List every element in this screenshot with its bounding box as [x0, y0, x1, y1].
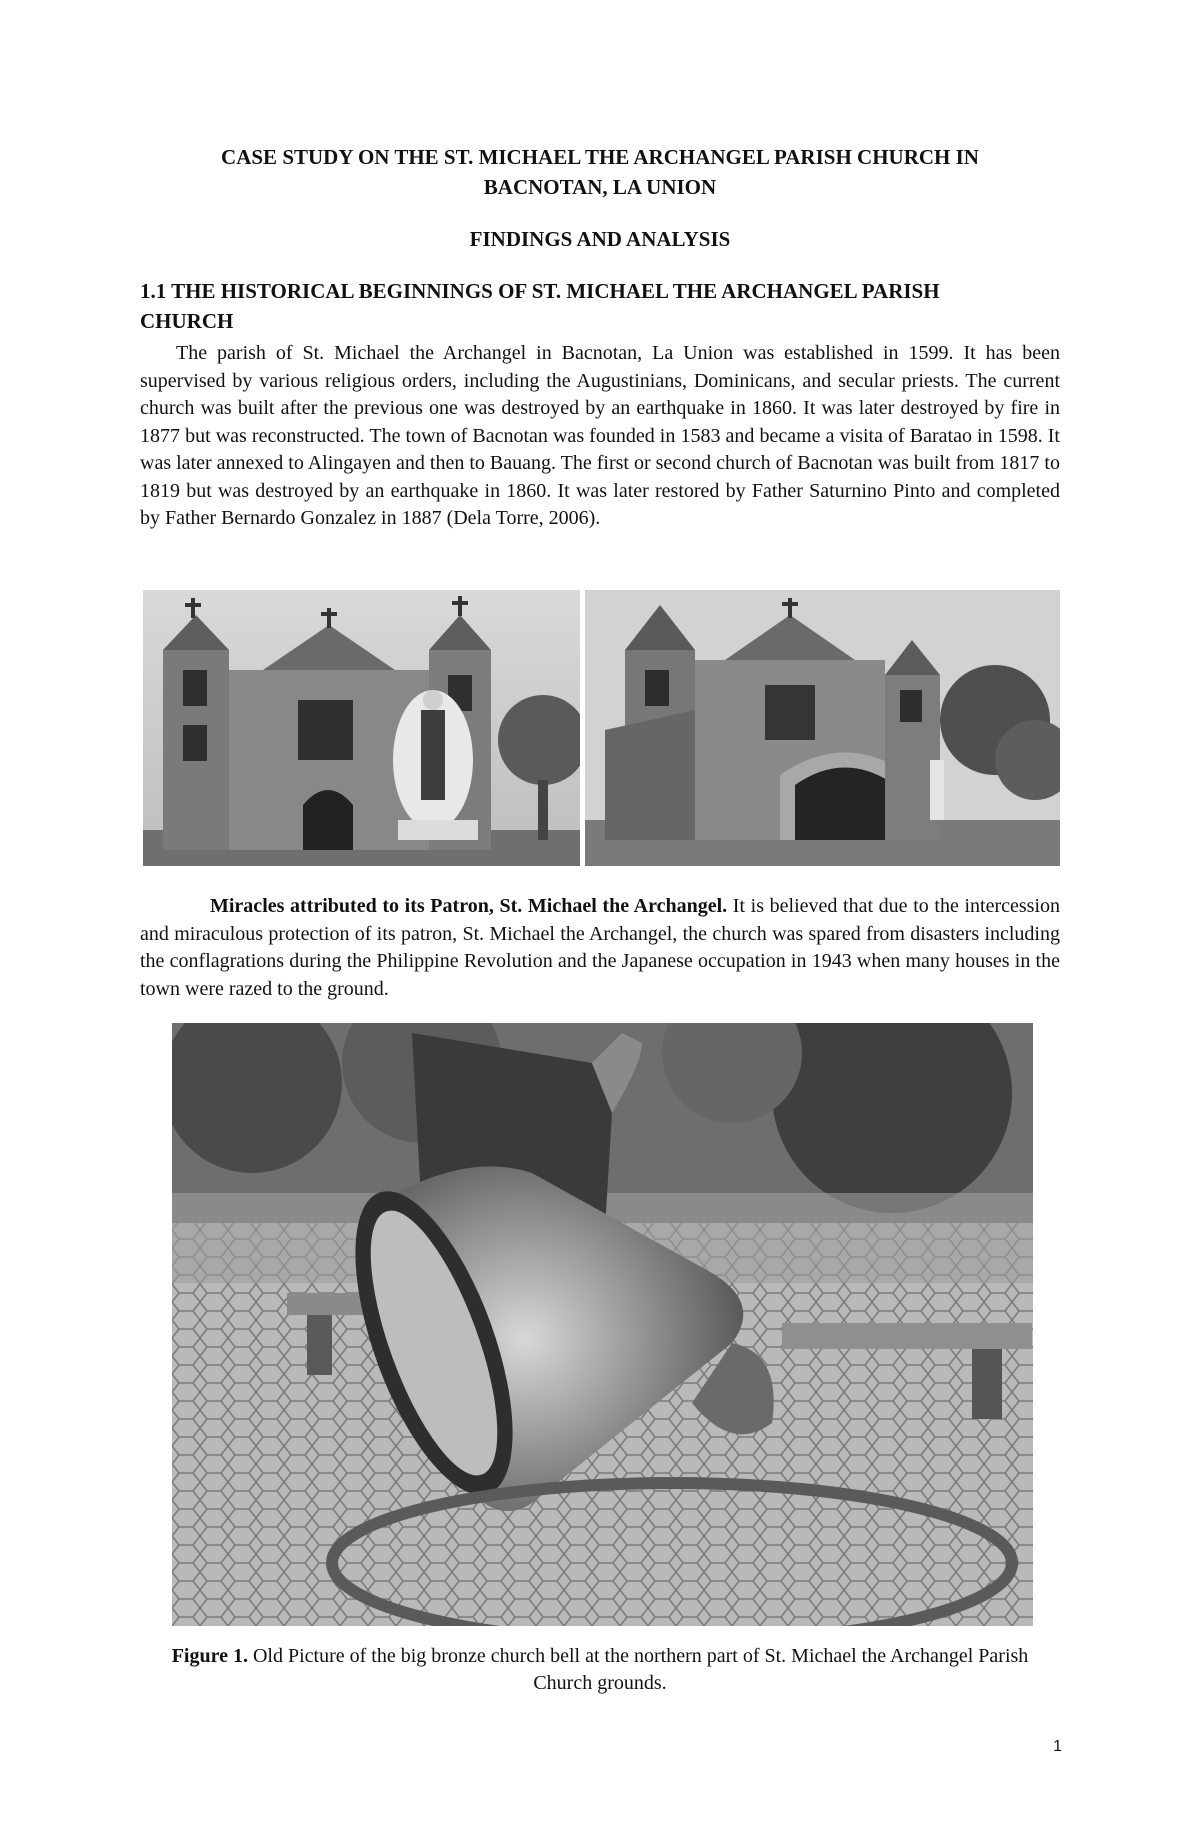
- history-paragraph-text: The parish of St. Michael the Archangel in Bacnotan, La Union was established in 1599. It has been supervised by various religious orders, including the Augustinians, Dominicans, and secular priests. The current church was built after the previous one was destroyed by an earthquake in 1860. It was later destroyed by fire in 1877 but was reconstructed. The town of Bacnotan was founded in 1583 and became a visita of Baratao in 1598. It was later annexed to Alingayen and then to Bauang. The first or second church of Bacnotan was built from 1817 to 1819 but was destroyed by an earthquake in 1860. It was later restored by Father Saturnino Pinto and completed by Father Bernardo Gonzalez in 1887 (Dela Torre, 2006).: [140, 342, 1060, 529]
- title-line-2: BACNOTAN, LA UNION: [483, 175, 717, 199]
- church-facade-photo: [143, 590, 580, 866]
- church-side-photo: [585, 590, 1060, 866]
- document-title: [140, 142, 1060, 202]
- subsection-heading-line-1: 1.1 THE HISTORICAL BEGINNINGS OF ST. MICHAEL THE ARCHANGEL PARISH: [140, 279, 940, 303]
- figure-caption-text: Old Picture of the big bronze church bell at the northern part of St. Michael the Archangel Parish Church grounds.: [247, 1645, 1029, 1694]
- figure-label: Figure 1.: [171, 1645, 248, 1667]
- miracles-lead: Miracles attributed to its Patron, St. Michael the Archangel.: [210, 895, 728, 917]
- figure-caption: [140, 1643, 1060, 1697]
- section-title: FINDINGS AND ANALYSIS: [469, 227, 731, 251]
- subsection-heading: [140, 276, 1060, 336]
- church-bell-photo: [172, 1023, 1033, 1626]
- subsection-heading-line-2: CHURCH: [140, 309, 234, 333]
- title-line-1: CASE STUDY ON THE ST. MICHAEL THE ARCHANGEL PARISH CHURCH IN: [221, 145, 979, 169]
- history-paragraph: [140, 340, 1060, 533]
- page-number: 1: [1053, 1738, 1062, 1755]
- miracles-paragraph: [140, 893, 1060, 1003]
- miracles-text: It is believed that due to the intercession and miraculous protection of its patron, St. Michael the Archangel, the church was spared from disasters including the conflagrations during the Philippine Revolution and the Japanese occupation in 1943 when many houses in the town were razed to the ground.: [140, 895, 1060, 1000]
